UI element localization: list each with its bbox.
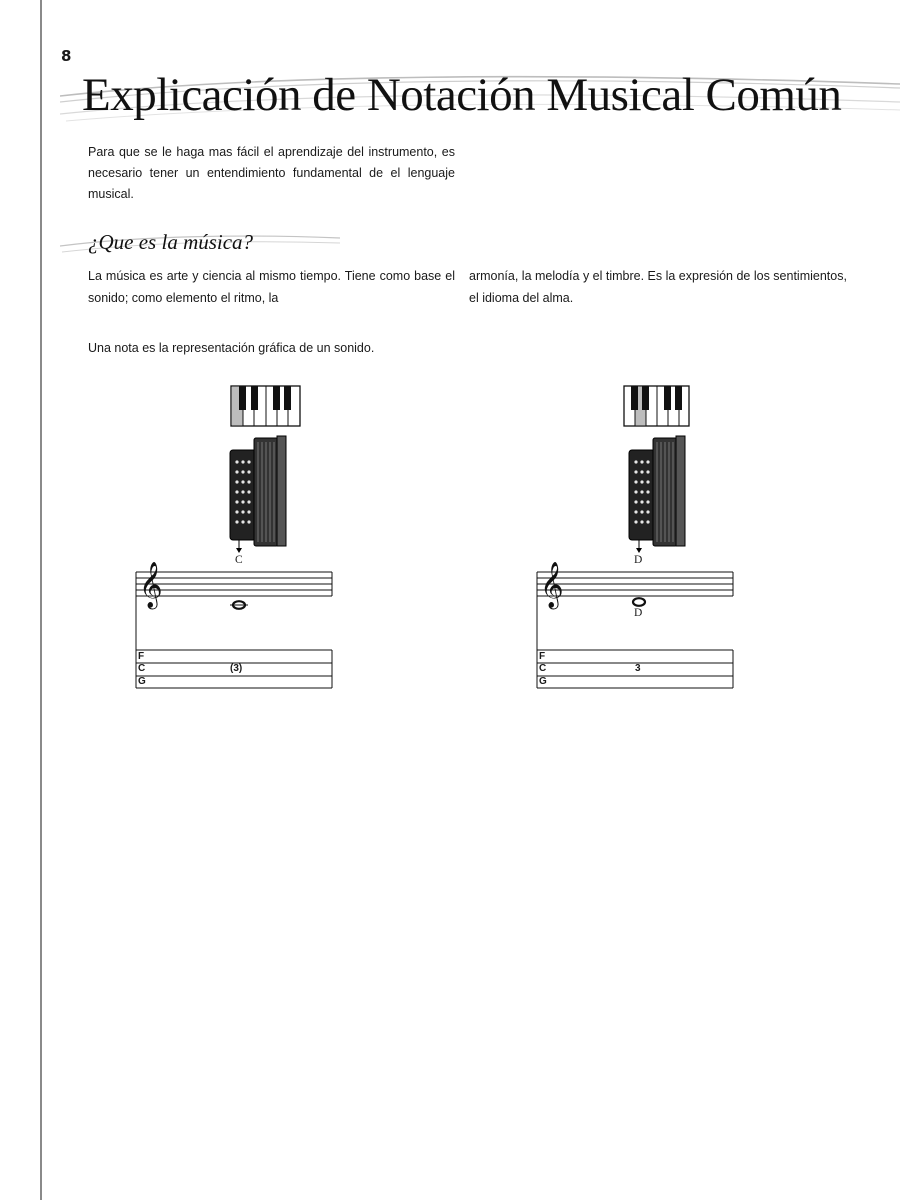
note-example-d — [535, 380, 735, 690]
page-edge-line — [40, 0, 42, 1200]
treble-clef-icon: 𝄞 — [139, 562, 163, 608]
note-under-label: D — [634, 607, 643, 619]
note-definition: Una nota es la representación gráfica de un sonido. — [88, 341, 375, 355]
body-column-left: La música es arte y ciencia al mismo tiempo. Tiene como base el sonido; como elemento el ritmo, la — [88, 269, 455, 305]
tab-string-c: C — [138, 663, 146, 674]
tab-string-f: F — [539, 651, 546, 662]
note-label: D — [634, 554, 643, 566]
piano-keyboard-icon — [231, 386, 300, 426]
page-number: 8 — [61, 47, 72, 65]
accordion-icon — [230, 436, 286, 553]
page-title: Explicación de Notación Musical Común — [82, 69, 842, 121]
tab-string-f: F — [138, 651, 145, 662]
tab-string-g: G — [138, 676, 146, 687]
tab-value: 3 — [635, 663, 641, 674]
section-heading: ¿Que es la música? — [88, 230, 254, 254]
treble-clef-icon: 𝄞 — [540, 562, 564, 608]
whole-note-icon — [230, 601, 248, 609]
whole-note-icon — [633, 598, 645, 606]
accordion-icon — [629, 436, 685, 553]
tab-string-c: C — [539, 663, 547, 674]
tab-string-g: G — [539, 676, 547, 687]
intro-paragraph: Para que se le haga mas fácil el aprendizaje del instrumento, es necesario tener un entendimiento fundamental de el lenguaje musical. — [88, 145, 455, 201]
tab-value: (3) — [230, 663, 243, 674]
note-label: C — [235, 554, 243, 566]
body-column-right: armonía, la melodía y el timbre. Es la expresión de los sentimientos, el idioma del alma. — [469, 269, 847, 305]
piano-keyboard-icon — [624, 386, 689, 426]
note-example-c — [134, 380, 334, 690]
